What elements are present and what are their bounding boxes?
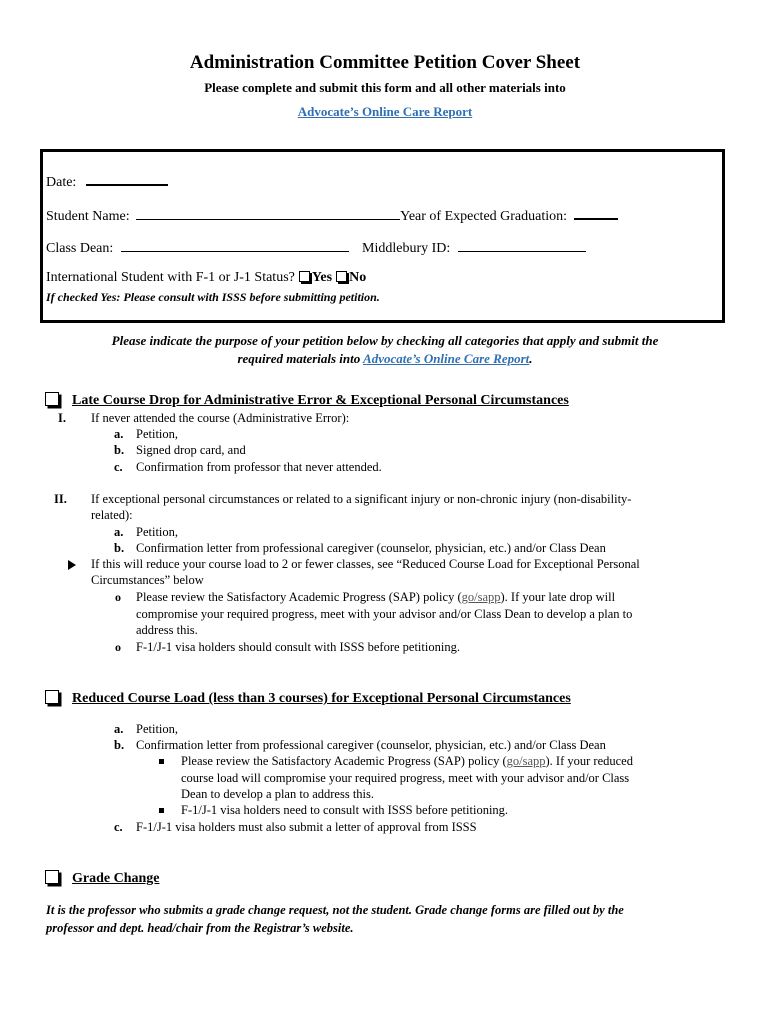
list-item: Petition, bbox=[136, 525, 179, 539]
list-item: Confirmation letter from professional caregiver (counselor, physician, etc.) and/or Class Dean bbox=[136, 541, 606, 555]
roman-2-line2: related): bbox=[91, 508, 133, 522]
square-bullet-icon bbox=[159, 759, 164, 764]
grade-change-title: Grade Change bbox=[72, 871, 160, 886]
circle-bullet-icon: o bbox=[115, 640, 121, 654]
roman-2-line1: If exceptional personal circumstances or related to a significant injury or non-chronic injury (non-disability- bbox=[91, 492, 632, 506]
list-item: F-1/J-1 visa holders must also submit a letter of approval from ISSS bbox=[136, 820, 477, 834]
arrow-line1: If this will reduce your course load to 2 or fewer classes, see “Reduced Course Load for Exceptional Personal bbox=[91, 557, 640, 571]
list-item: Petition, bbox=[136, 427, 179, 441]
roman-1-text: If never attended the course (Administrative Error): bbox=[91, 411, 350, 425]
sap-line1: Please review the Satisfactory Academic Progress (SAP) policy (go/sapp). If your reduced bbox=[181, 754, 633, 768]
international-row bbox=[46, 270, 366, 286]
middlebury-id-field[interactable] bbox=[458, 238, 586, 252]
no-label: No bbox=[349, 270, 367, 285]
date-row bbox=[46, 171, 168, 191]
name-row bbox=[46, 205, 618, 225]
arrow-line2: Circumstances” below bbox=[91, 573, 204, 587]
student-name-field[interactable] bbox=[136, 206, 400, 220]
instructions-line1: Please indicate the purpose of your petition below by checking all categories that apply and submit the bbox=[111, 333, 659, 348]
international-label: International Student with F-1 or J-1 Status? bbox=[46, 270, 295, 285]
isss-note: If checked Yes: Please consult with ISSS before submitting petition. bbox=[46, 290, 380, 304]
square-bullet-icon bbox=[159, 808, 164, 813]
arrow-bullet-icon bbox=[68, 560, 76, 570]
sap-line2: compromise your required progress, meet with your advisor and/or Class Dean to develop a plan to bbox=[136, 607, 633, 621]
reduced-load-checkbox[interactable] bbox=[45, 690, 59, 704]
circle-bullet-icon: o bbox=[115, 590, 121, 604]
grade-change-note-line1: It is the professor who submits a grade change request, not the student. Grade change forms are filled out by the bbox=[46, 903, 624, 917]
roman-1: I. bbox=[58, 411, 66, 425]
dean-row bbox=[46, 238, 349, 257]
page-title: Administration Committee Petition Cover Sheet bbox=[189, 52, 581, 73]
graduation-label: Year of Expected Graduation: bbox=[400, 209, 568, 224]
sap-line3: address this. bbox=[136, 623, 198, 637]
go-sapp-link[interactable]: go/sapp bbox=[506, 754, 546, 768]
list-item: Signed drop card, and bbox=[136, 443, 246, 457]
class-dean-label: Class Dean: bbox=[46, 241, 114, 256]
care-report-link-2[interactable]: Advocate’s Online Care Report bbox=[363, 351, 530, 366]
student-name-label: Student Name: bbox=[46, 209, 130, 224]
reduced-load-title: Reduced Course Load (less than 3 courses) for Exceptional Personal Circumstances bbox=[72, 691, 571, 706]
yes-label: Yes bbox=[311, 270, 333, 285]
sap-line2: course load will compromise your required progress, meet with your advisor and/or Class bbox=[181, 771, 630, 785]
date-label: Date: bbox=[46, 175, 77, 190]
instructions-line2: required materials into Advocate’s Online Care Report. bbox=[237, 351, 533, 366]
yes-checkbox[interactable] bbox=[299, 271, 310, 282]
care-report-link[interactable]: Advocate’s Online Care Report bbox=[297, 104, 473, 119]
grade-change-note-line2: professor and dept. head/chair from the Registrar’s website. bbox=[46, 921, 354, 935]
middlebury-id-label: Middlebury ID: bbox=[362, 241, 451, 256]
sap-line1: Please review the Satisfactory Academic Progress (SAP) policy (go/sapp). If your late drop will bbox=[136, 590, 616, 604]
visa-note: F-1/J-1 visa holders should consult with ISSS before petitioning. bbox=[136, 640, 460, 654]
graduation-field[interactable] bbox=[574, 205, 618, 220]
list-item: Petition, bbox=[136, 722, 179, 736]
list-item: Confirmation letter from professional caregiver (counselor, physician, etc.) and/or Class Dean bbox=[136, 738, 606, 752]
roman-2: II. bbox=[54, 492, 67, 506]
grade-change-checkbox[interactable] bbox=[45, 870, 59, 884]
visa-note: F-1/J-1 visa holders need to consult with ISSS before petitioning. bbox=[181, 803, 509, 817]
sap-line3: Dean to develop a plan to address this. bbox=[181, 787, 375, 801]
late-drop-checkbox[interactable] bbox=[45, 392, 59, 406]
go-sapp-link[interactable]: go/sapp bbox=[461, 590, 501, 604]
no-checkbox[interactable] bbox=[336, 271, 347, 282]
class-dean-field[interactable] bbox=[121, 238, 349, 252]
page-subtitle: Please complete and submit this form and all other materials into bbox=[204, 80, 566, 95]
date-field[interactable] bbox=[86, 171, 168, 186]
late-drop-title: Late Course Drop for Administrative Error & Exceptional Personal Circumstances bbox=[72, 393, 569, 408]
list-item: Confirmation from professor that never attended. bbox=[136, 460, 382, 474]
